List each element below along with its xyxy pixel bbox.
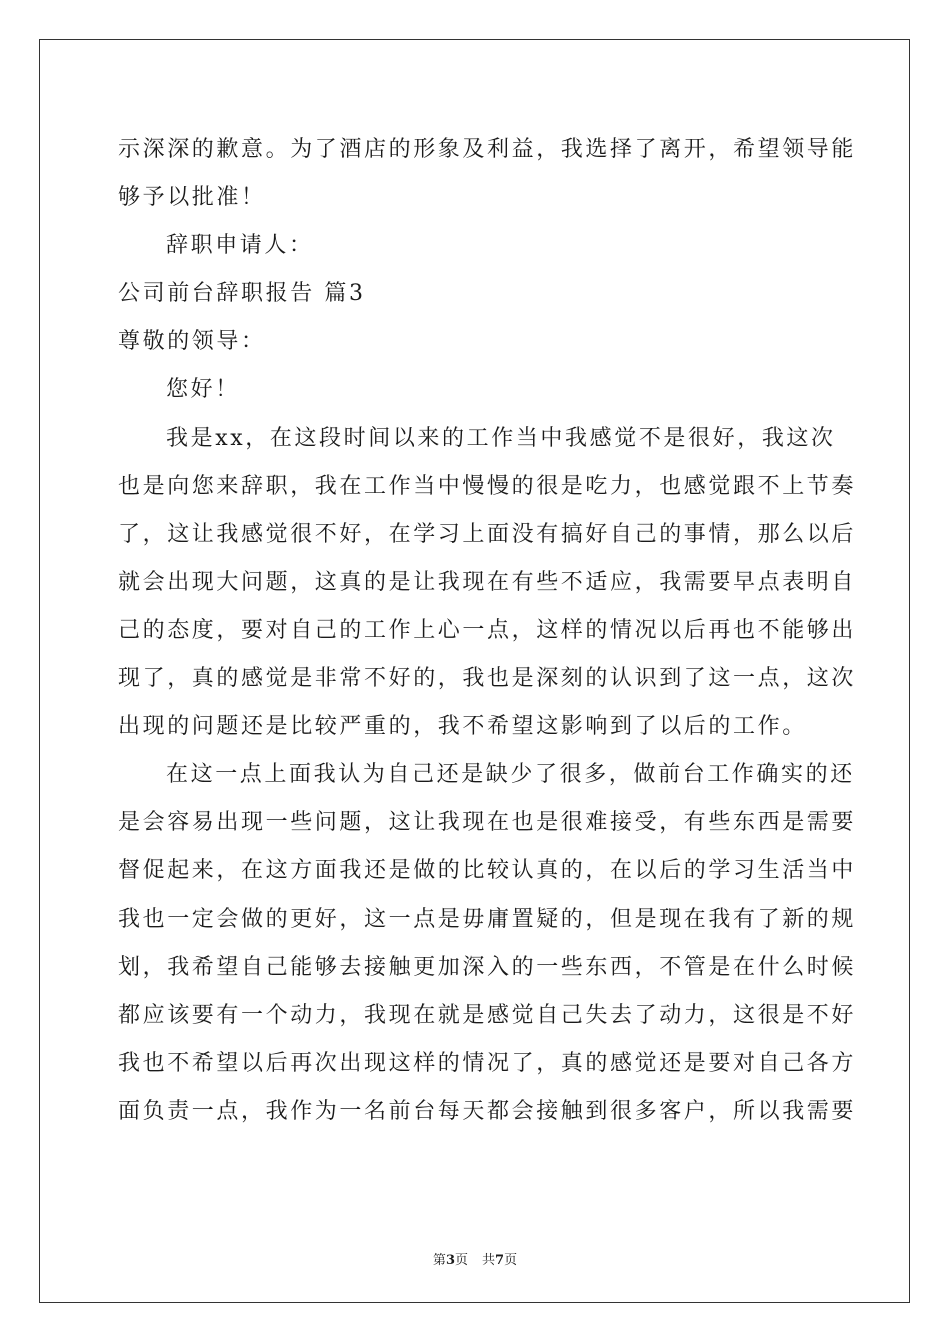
text-line: 也是向您来辞职，我在工作当中慢慢的很是吃力，也感觉跟不上节奏 [118,473,857,499]
text-line: 我也一定会做的更好，这一点是毋庸置疑的，但是现在我有了新的规 [118,906,857,932]
text-line: 就会出现大问题，这真的是让我现在有些不适应，我需要早点表明自 [118,569,857,595]
page-footer [0,1249,950,1268]
text-line: 了，这让我感觉很不好，在学习上面没有搞好自己的事情，那么以后 [118,521,857,547]
text-line: 出现的问题还是比较严重的，我不希望这影响到了以后的工作。 [118,714,807,740]
salutation: 尊敬的领导： [118,329,266,355]
text-line: 示深深的歉意。为了酒店的形象及利益，我选择了离开，希望领导能 [118,137,857,162]
total-suffix: 页 [504,1253,518,1268]
total-pages: 7 [495,1253,505,1268]
text-line: 面负责一点，我作为一名前台每天都会接触到很多客户，所以我需要 [118,1098,857,1124]
page-number: 3 [445,1253,455,1268]
text-line: 划，我希望自己能够去接触更加深入的一些东西，不管是在什么时候 [118,954,857,980]
text-line: 是会容易出现一些问题，这让我现在也是很难接受，有些东西是需要 [118,810,857,836]
document-body [118,126,857,1136]
total-prefix: 共 [482,1253,496,1268]
page-prefix: 第 [432,1253,446,1268]
text-line: 都应该要有一个动力，我现在就是感觉自己失去了动力，这很是不好 [118,1002,857,1028]
page-suffix: 页 [454,1253,468,1268]
greeting: 您好！ [166,377,240,403]
text-line: 我也不希望以后再次出现这样的情况了，真的感觉还是要对自己各方 [118,1050,857,1076]
text-line: 够予以批准！ [118,185,266,211]
section-heading: 公司前台辞职报告 篇3 [118,281,366,307]
text-line: 督促起来，在这方面我还是做的比较认真的，在以后的学习生活当中 [118,858,857,884]
text-line: 己的态度，要对自己的工作上心一点，这样的情况以后再也不能够出 [118,617,857,643]
text-line: 我是xx，在这段时间以来的工作当中我感觉不是很好，我这次 [166,425,836,451]
text-line: 在这一点上面我认为自己还是缺少了很多，做前台工作确实的还 [166,762,855,788]
signature-line: 辞职申请人： [166,233,314,259]
text-line: 现了，真的感觉是非常不好的，我也是深刻的认识到了这一点，这次 [118,666,857,692]
